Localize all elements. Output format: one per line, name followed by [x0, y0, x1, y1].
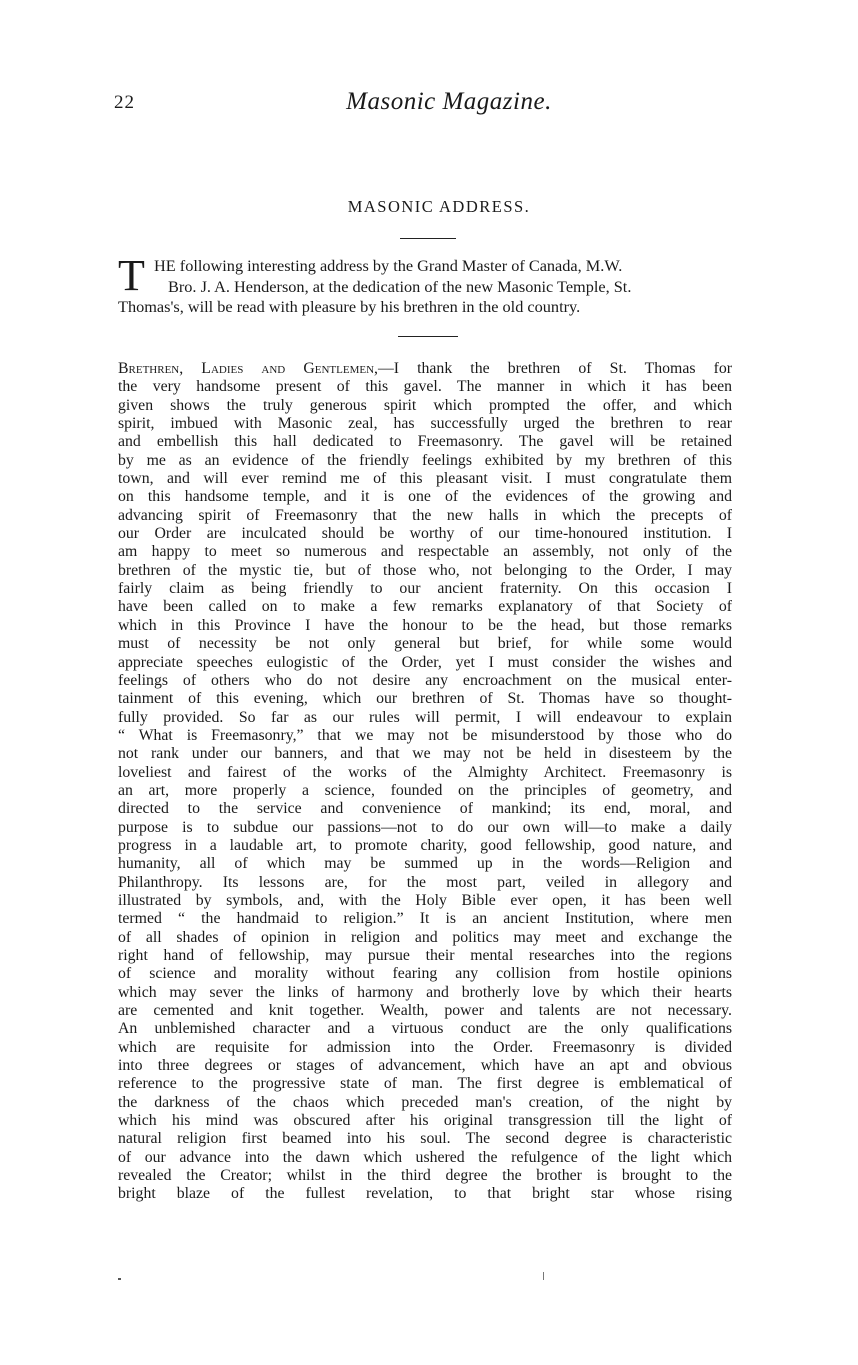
body-line: feelings of others who do not desire any encroachment on the musical enter-: [118, 671, 732, 689]
body-line: An unblemished character and a virtuous conduct are the only qualifications: [118, 1020, 732, 1038]
body-line: of all shades of opinion in religion and politics may meet and exchange the: [118, 928, 732, 946]
stray-mark: [543, 1272, 544, 1280]
intro-line: HE following interesting address by the Grand Master of Canada, M.W.: [154, 256, 623, 275]
body-line: directed to the service and convenience of mankind; its end, moral, and: [118, 800, 732, 818]
body-line: spirit, imbued with Masonic zeal, has successfully urged the brethren to rear: [118, 415, 732, 433]
body-line: purpose is to subdue our passions—not to do our own will—to make a daily: [118, 818, 732, 836]
body-line: loveliest and fairest of the works of the Almighty Architect. Freemasonry is: [118, 763, 732, 781]
body-line: which his mind was obscured after his original transgression till the light of: [118, 1112, 732, 1130]
body-line: fully provided. So far as our rules will permit, I will endeavour to explain: [118, 708, 732, 726]
drop-cap: T: [118, 251, 145, 300]
body-line: am happy to meet so numerous and respectable an assembly, not only of the: [118, 543, 732, 561]
first-line-rest: —I thank the brethren of St. Thomas for: [377, 360, 732, 377]
body-line: an art, more properly a science, founded on the principles of geometry, and: [118, 781, 732, 799]
salutation: Brethren, Ladies and Gentlemen,: [118, 360, 378, 377]
body-line: our Order are inculcated should be worthy of our time-honoured institution. I: [118, 525, 732, 543]
body-line: by me as an evidence of the friendly feelings exhibited by my brethren of this: [118, 451, 732, 469]
body-line: are cemented and knit together. Wealth, power and talents are not necessary.: [118, 1002, 732, 1020]
title-divider: [400, 238, 456, 239]
article-title: MASONIC ADDRESS.: [347, 197, 531, 216]
body-line: progress in a laudable art, to promote charity, good fellowship, good nature, and: [118, 836, 732, 854]
stray-mark: [118, 1278, 121, 1280]
body-line: given shows the truly generous spirit which prompted the offer, and which: [118, 396, 732, 414]
body-line: which in this Province I have the honour to be the head, but those remarks: [118, 616, 732, 634]
page-number: 22: [114, 92, 135, 113]
intro-line: Thomas's, will be read with pleasure by his brethren in the old country.: [118, 297, 581, 316]
body-line: “ What is Freemasonry,” that we may not be misunderstood by those who do: [118, 726, 732, 744]
body-line: natural religion first beamed into his soul. The second degree is characteristic: [118, 1130, 732, 1148]
intro-paragraph: [118, 251, 732, 318]
body-line: advancing spirit of Freemasonry that the new halls in which the precepts of: [118, 506, 732, 524]
running-head: Masonic Magazine.: [346, 88, 552, 115]
address-body: [118, 360, 732, 1204]
intro-line: Bro. J. A. Henderson, at the dedication of the new Masonic Temple, St.: [168, 276, 632, 296]
body-line: and embellish this hall dedicated to Freemasonry. The gavel will be retained: [118, 433, 732, 451]
body-line: right hand of fellowship, may pursue their mental researches into the regions: [118, 947, 732, 964]
body-first-line: [118, 360, 732, 378]
body-line: which are requisite for admission into the Order. Freemasonry is divided: [118, 1038, 732, 1056]
intro-divider: [398, 336, 458, 337]
body-line: must of necessity be not only general but brief, for while some would: [118, 635, 732, 653]
body-line: town, and will ever remind me of this pleasant visit. I must congratulate them: [118, 470, 732, 488]
body-line: humanity, all of which may be summed up in the words—Religion and: [118, 855, 732, 873]
body-line: termed “ the handmaid to religion.” It is an ancient Institution, where men: [118, 910, 732, 928]
body-line: bright blaze of the fullest revelation, to that bright star whose rising: [118, 1185, 732, 1203]
body-line: the darkness of the chaos which preceded man's creation, of the night by: [118, 1093, 732, 1111]
body-line: of science and morality without fearing any collision from hostile opinions: [118, 965, 732, 983]
body-line: reference to the progressive state of man. The first degree is emblematical of: [118, 1075, 732, 1093]
body-line: appreciate speeches eulogistic of the Order, yet I must consider the wishes and: [118, 653, 732, 671]
body-line: tainment of this evening, which our brethren of St. Thomas have so thought-: [118, 690, 732, 708]
body-line: which may sever the links of harmony and brotherly love by which their hearts: [118, 983, 732, 1001]
body-line: brethren of the mystic tie, but of those who, not belonging to the Order, I may: [118, 561, 732, 579]
body-line: not rank under our banners, and that we may not be held in disesteem by the: [118, 745, 732, 763]
body-line: on this handsome temple, and it is one of the evidences of the growing and: [118, 488, 732, 506]
body-line: of our advance into the dawn which ushered the refulgence of the light which: [118, 1148, 732, 1166]
body-line: illustrated by symbols, and, with the Holy Bible ever open, it has been well: [118, 891, 732, 909]
body-line: the very handsome present of this gavel. The manner in which it has been: [118, 378, 732, 396]
body-line: Philanthropy. Its lessons are, for the most part, veiled in allegory and: [118, 873, 732, 891]
body-line: into three degrees or stages of advancement, which have an apt and obvious: [118, 1057, 732, 1075]
body-line: revealed the Creator; whilst in the third degree the brother is brought to the: [118, 1167, 732, 1185]
body-line: fairly claim as being friendly to our ancient fraternity. On this occasion I: [118, 580, 732, 598]
body-line: have been called on to make a few remarks explanatory of that Society of: [118, 598, 732, 616]
